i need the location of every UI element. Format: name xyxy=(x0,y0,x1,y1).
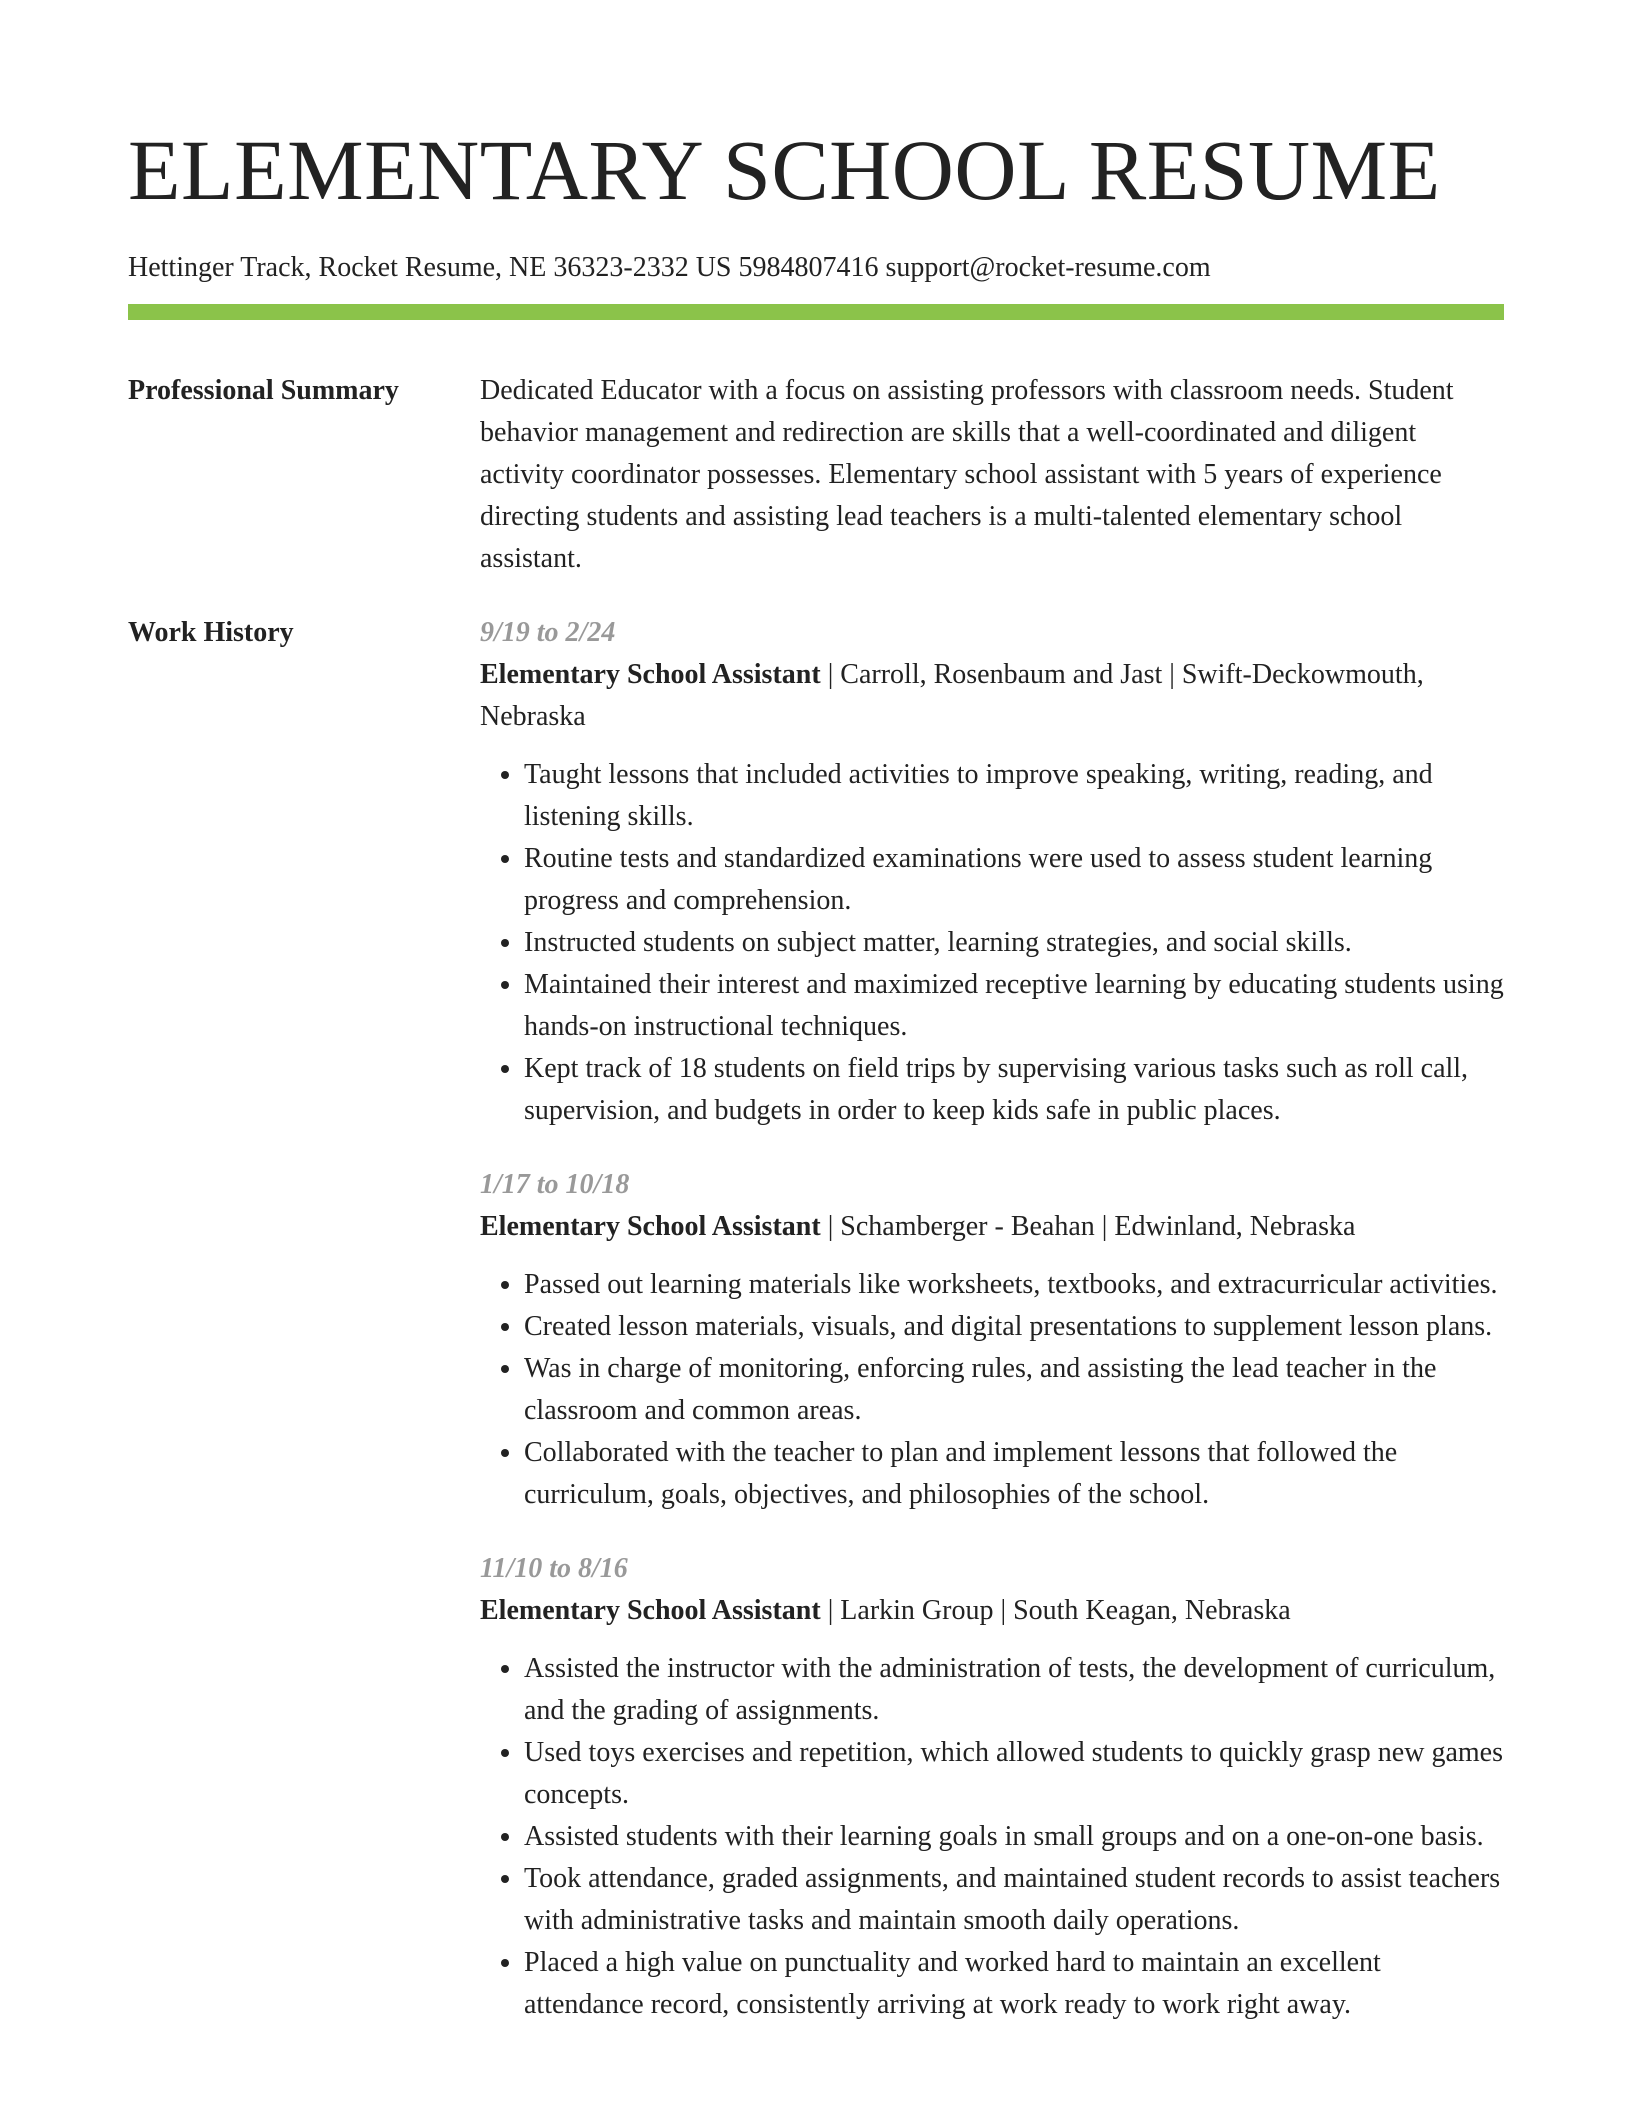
resume-title: ELEMENTARY SCHOOL RESUME xyxy=(128,122,1441,218)
job-duty: • Routine tests and standardized examinations were used to assess student learning progress and comprehension. xyxy=(524,838,1504,922)
job-duty: • Taught lessons that included activities to improve speaking, writing, reading, and listening skills. xyxy=(524,754,1504,838)
work-history-section xyxy=(128,612,1504,2058)
resume-page xyxy=(128,0,1504,2058)
job-duty: • Passed out learning materials like worksheets, textbooks, and extracurricular activities. xyxy=(524,1264,1504,1306)
job-duties-list xyxy=(480,1648,1504,2026)
accent-divider xyxy=(128,304,1504,320)
job-employer-location: | Larkin Group | South Keagan, Nebraska xyxy=(820,1595,1291,1626)
job-duties-list xyxy=(480,1264,1504,1516)
job-employer-location: | Carroll, Rosenbaum and Jast | Swift-Deckowmouth, Nebraska xyxy=(480,659,1424,732)
contact-line: Hettinger Track, Rocket Resume, NE 36323-2332 US 5984807416 support@rocket-resume.com xyxy=(128,252,1211,283)
job-heading xyxy=(480,1590,1504,1632)
summary-body xyxy=(480,370,1504,580)
job-duty: • Was in charge of monitoring, enforcing rules, and assisting the lead teacher in the classroom and common areas. xyxy=(524,1348,1504,1432)
job-duty: • Placed a high value on punctuality and worked hard to maintain an excellent attendance record, consistently arriving at work ready to work right away. xyxy=(524,1942,1504,2026)
job-duty: • Kept track of 18 students on field trips by supervising various tasks such as roll call, supervision, and budgets in order to keep kids safe in public places. xyxy=(524,1048,1504,1132)
job-title: Elementary School Assistant xyxy=(480,1211,821,1242)
job-heading xyxy=(480,654,1504,738)
section-heading-work-history: Work History xyxy=(128,617,294,648)
job-duties-list xyxy=(480,754,1504,1132)
job-duty: • Assisted the instructor with the administration of tests, the development of curriculum, and the grading of assignments. xyxy=(524,1648,1504,1732)
job-employer-location: | Schamberger - Beahan | Edwinland, Nebraska xyxy=(820,1211,1356,1242)
job-dates: 1/17 to 10/18 xyxy=(480,1169,630,1200)
summary-section xyxy=(128,370,1504,580)
job-duty: • Instructed students on subject matter, learning strategies, and social skills. xyxy=(524,922,1504,964)
summary-text: Dedicated Educator with a focus on assisting professors with classroom needs. Student behavior management and redirection are skills that a well-coordinated and diligent activity coordinator possesses. Elementary school assistant with 5 years of experience directing students and assisting lead teachers is a multi-talented elementary school assistant. xyxy=(480,375,1454,574)
job-duty: • Collaborated with the teacher to plan and implement lessons that followed the curriculum, goals, objectives, and philosophies of the school. xyxy=(524,1432,1504,1516)
job-title: Elementary School Assistant xyxy=(480,659,821,690)
job-entry xyxy=(480,1164,1504,1516)
job-heading xyxy=(480,1206,1504,1248)
job-dates: 9/19 to 2/24 xyxy=(480,617,616,648)
job-entry xyxy=(480,612,1504,1132)
job-entry xyxy=(480,1548,1504,2026)
job-duty: • Took attendance, graded assignments, and maintained student records to assist teachers with administrative tasks and maintain smooth daily operations. xyxy=(524,1858,1504,1942)
job-dates: 11/10 to 8/16 xyxy=(480,1553,628,1584)
job-duty: • Assisted students with their learning goals in small groups and on a one-on-one basis. xyxy=(524,1816,1504,1858)
job-duty: • Maintained their interest and maximized receptive learning by educating students using hands-on instructional techniques. xyxy=(524,964,1504,1048)
section-heading-summary: Professional Summary xyxy=(128,375,399,406)
work-history-body xyxy=(480,612,1504,2058)
job-title: Elementary School Assistant xyxy=(480,1595,821,1626)
job-duty: • Created lesson materials, visuals, and digital presentations to supplement lesson plans. xyxy=(524,1306,1504,1348)
job-duty: • Used toys exercises and repetition, which allowed students to quickly grasp new games concepts. xyxy=(524,1732,1504,1816)
